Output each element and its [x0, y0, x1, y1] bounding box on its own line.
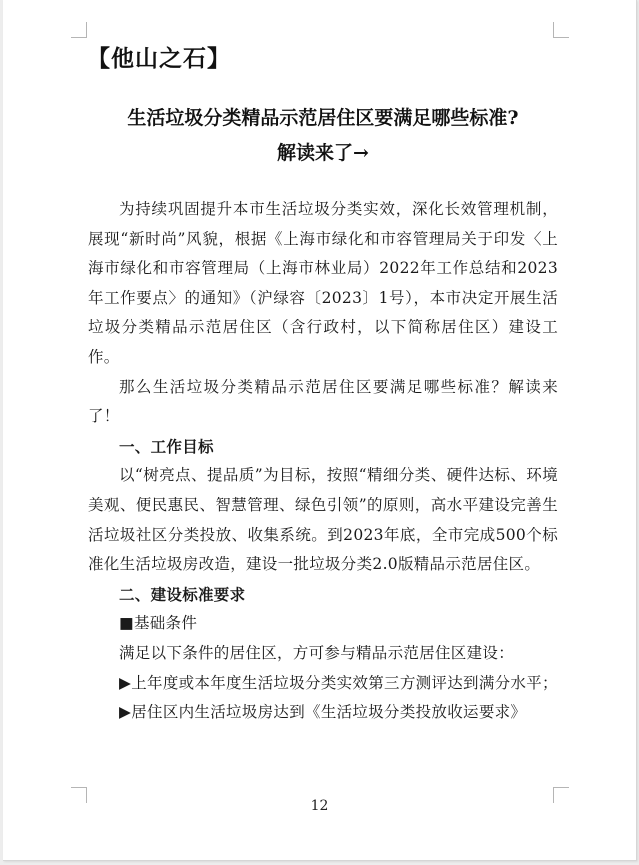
section-heading: 二、建设标准要求 [119, 584, 246, 604]
list-item: ▶居住区内生活垃圾房达到《生活垃圾分类投放收运要求》 [119, 703, 527, 722]
section-tag: 【他山之石】 [87, 46, 231, 72]
section-heading: 一、工作目标 [119, 436, 214, 456]
paragraph: 满足以下条件的居住区，方可参与精品示范居住区建设： [119, 643, 515, 662]
crop-mark-top-right [553, 22, 569, 38]
list-item: ▶上年度或本年度生活垃圾分类实效第三方测评达到满分水平； [119, 673, 558, 692]
paragraph: 以“树亮点、提品质”为目标，按照“精细分类、硬件达标、环境美观、便民惠民、智慧管理、绿色引领”的原则，高水平建设完善生活垃圾社区分类投放、收集系统。到2023年底，全市完成500个标准化生活垃圾房改造，建设一批垃圾分类2.0版精品示范居住区。 [88, 466, 558, 574]
page-number: 12 [310, 798, 329, 814]
document-page [3, 0, 637, 861]
paragraph: 那么生活垃圾分类精品示范居住区要满足哪些标准？解读来了！ [88, 377, 558, 426]
crop-mark-top-left [71, 22, 87, 38]
sub-heading: ■基础条件 [119, 614, 198, 633]
document-subtitle: 解读来了→ [277, 142, 369, 164]
document-body [88, 195, 558, 728]
document-title: 生活垃圾分类精品示范居住区要满足哪些标准? [127, 107, 519, 129]
paragraph: 为持续巩固提升本市生活垃圾分类实效，深化长效管理机制，展现“新时尚”风貌，根据《上海市绿化和市容管理局关于印发〈上海市绿化和市容管理局（上海市林业局）2022年工作总结和2023年工作要点〉的通知》（沪绿容〔2023〕1号），本市决定开展生活垃圾分类精品示范居住区（含行政村，以下简称居住区）建设工作。 [88, 200, 558, 366]
